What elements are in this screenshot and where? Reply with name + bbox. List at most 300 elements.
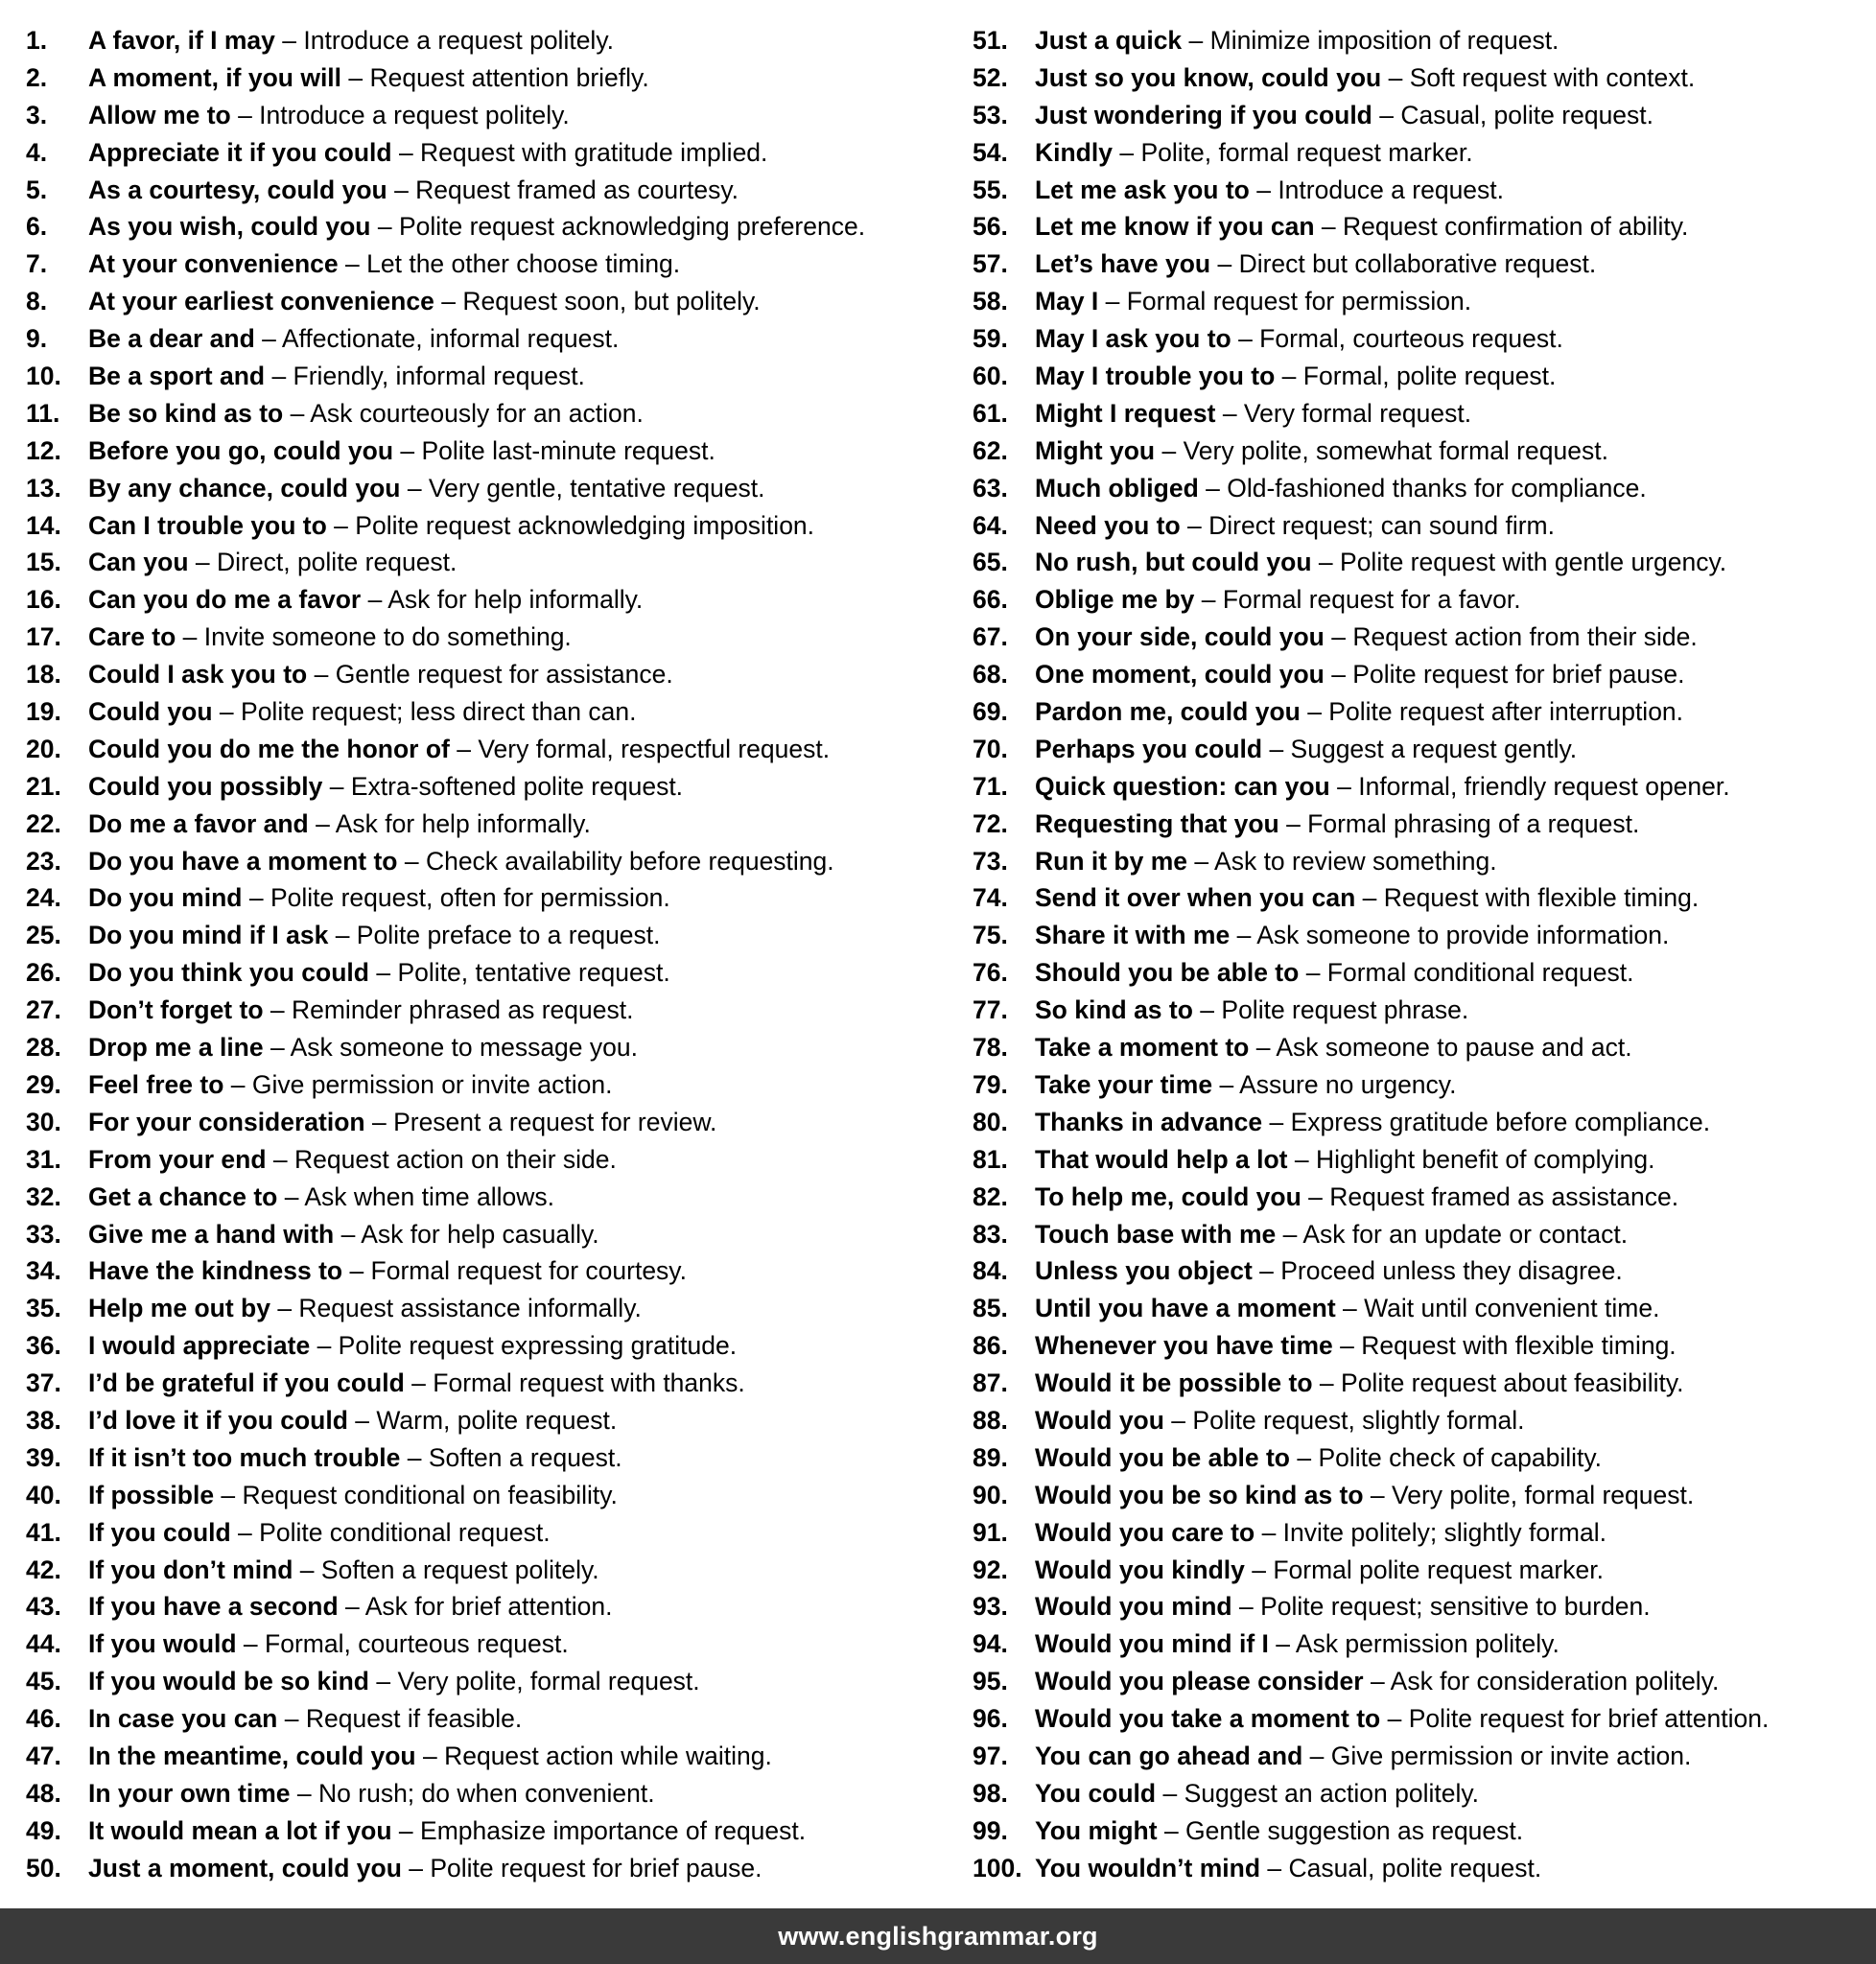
- item-description: Introduce a request politely.: [259, 100, 570, 129]
- item-separator: –: [265, 362, 293, 391]
- item-description: Request if feasible.: [305, 1704, 523, 1734]
- item-separator: –: [434, 287, 463, 316]
- item-phrase: Allow me to: [88, 100, 231, 129]
- item-separator: –: [338, 249, 367, 279]
- list-item: [26, 544, 966, 581]
- item-number: 97.: [973, 1741, 1008, 1770]
- list-item: [973, 843, 1874, 880]
- item-separator: –: [1276, 1219, 1303, 1249]
- item-number: 43.: [26, 1592, 61, 1622]
- item-description: Formal phrasing of a request.: [1307, 808, 1640, 838]
- item-separator: –: [1275, 362, 1303, 391]
- item-separator: –: [1287, 1144, 1316, 1174]
- item-number: 88.: [973, 1405, 1008, 1435]
- item-separator: –: [1363, 1480, 1393, 1509]
- item-number: 82.: [973, 1181, 1008, 1211]
- item-phrase: Take your time: [1035, 1069, 1213, 1099]
- item-description: Polite request; less direct than can.: [241, 697, 637, 727]
- item-description: Formal, polite request.: [1302, 362, 1557, 391]
- item-phrase: Touch base with me: [1035, 1219, 1277, 1249]
- item-description: Polite last-minute request.: [421, 435, 715, 465]
- list-item: [973, 1029, 1874, 1066]
- item-description: Polite request acknowledging imposition.: [355, 510, 815, 540]
- item-number: 51.: [973, 26, 1008, 55]
- list-item: [973, 954, 1874, 992]
- item-description: Polite request for brief attention.: [1408, 1704, 1770, 1734]
- list-item: [973, 544, 1874, 581]
- item-description: Present a request for review.: [393, 1107, 717, 1136]
- item-phrase: Send it over when you can: [1035, 883, 1356, 913]
- item-phrase: Let me know if you can: [1035, 212, 1315, 242]
- item-separator: –: [1255, 1517, 1283, 1547]
- item-separator: –: [230, 100, 260, 129]
- list-item: [26, 283, 966, 320]
- list-item: [26, 433, 966, 470]
- item-separator: –: [1312, 1368, 1342, 1398]
- item-phrase: Be so kind as to: [88, 398, 284, 428]
- item-description: Formal request for a favor.: [1222, 585, 1521, 615]
- footer-bar: [0, 1908, 1876, 1964]
- item-separator: –: [393, 435, 422, 465]
- item-description: Formal, courteous request.: [265, 1629, 569, 1659]
- item-separator: –: [1355, 883, 1384, 913]
- item-phrase: Could I ask you to: [88, 660, 308, 690]
- item-phrase: If you would: [88, 1629, 237, 1659]
- list-item: [973, 395, 1874, 433]
- item-number: 75.: [973, 921, 1008, 950]
- item-number: 14.: [26, 510, 61, 540]
- item-description: Ask for an update or contact.: [1302, 1219, 1629, 1249]
- list-item: [26, 470, 966, 507]
- item-phrase: By any chance, could you: [88, 473, 401, 503]
- list-item: [26, 581, 966, 619]
- list-item: [26, 1029, 966, 1066]
- item-phrase: Might I request: [1035, 398, 1216, 428]
- item-number: 13.: [26, 473, 61, 503]
- item-number: 58.: [973, 287, 1008, 316]
- list-item: [26, 1290, 966, 1327]
- left-column: [26, 22, 966, 1887]
- list-item: [26, 731, 966, 768]
- item-phrase: Could you possibly: [88, 771, 323, 801]
- item-phrase: Would you mind: [1035, 1592, 1232, 1622]
- item-number: 95.: [973, 1667, 1008, 1696]
- item-number: 7.: [26, 249, 48, 279]
- item-description: Ask when time allows.: [304, 1181, 555, 1211]
- item-description: Soften a request.: [428, 1442, 622, 1472]
- item-phrase: Pardon me, could you: [1035, 697, 1301, 727]
- list-item: [973, 507, 1874, 545]
- list-item: [973, 1179, 1874, 1216]
- item-separator: –: [322, 771, 351, 801]
- item-description: Assure no urgency.: [1239, 1069, 1457, 1099]
- item-phrase: Perhaps you could: [1035, 734, 1263, 763]
- list-item: [973, 917, 1874, 954]
- item-number: 26.: [26, 958, 61, 988]
- list-item: [973, 731, 1874, 768]
- list-item: [26, 1850, 966, 1887]
- item-phrase: As a courtesy, could you: [88, 175, 387, 204]
- item-number: 69.: [973, 697, 1008, 727]
- item-description: Casual, polite request.: [1288, 1853, 1542, 1882]
- item-separator: –: [1231, 1592, 1261, 1622]
- item-description: Gentle request for assistance.: [335, 660, 673, 690]
- item-description: Very formal, respectful request.: [478, 734, 831, 763]
- item-number: 74.: [973, 883, 1008, 913]
- item-separator: –: [1230, 921, 1257, 950]
- list-item: [973, 97, 1874, 134]
- item-phrase: Don’t forget to: [88, 995, 264, 1025]
- item-number: 25.: [26, 921, 61, 950]
- item-number: 50.: [26, 1853, 61, 1882]
- item-number: 22.: [26, 808, 61, 838]
- item-phrase: If it isn’t too much trouble: [88, 1442, 401, 1472]
- item-separator: –: [236, 1629, 266, 1659]
- item-number: 91.: [973, 1517, 1008, 1547]
- item-description: Request with gratitude implied.: [420, 137, 768, 167]
- item-phrase: So kind as to: [1035, 995, 1193, 1025]
- item-number: 84.: [973, 1256, 1008, 1286]
- item-number: 15.: [26, 548, 61, 577]
- list-item: [973, 1477, 1874, 1514]
- item-number: 54.: [973, 137, 1008, 167]
- item-description: Very gentle, tentative request.: [428, 473, 765, 503]
- list-item: [973, 1775, 1874, 1812]
- item-number: 42.: [26, 1555, 61, 1584]
- item-description: Polite preface to a request.: [356, 921, 661, 950]
- item-phrase: A favor, if I may: [88, 26, 275, 55]
- item-description: Ask for brief attention.: [364, 1592, 613, 1622]
- item-description: Direct request; can sound firm.: [1208, 510, 1555, 540]
- list-item: [26, 1252, 966, 1290]
- item-description: Very polite, somewhat formal request.: [1183, 435, 1608, 465]
- list-item: [973, 693, 1874, 731]
- list-item: [26, 879, 966, 917]
- item-description: Polite check of capability.: [1318, 1442, 1603, 1472]
- list-item: [973, 992, 1874, 1029]
- item-description: Casual, polite request.: [1400, 100, 1654, 129]
- item-separator: –: [391, 137, 421, 167]
- list-item: [26, 1812, 966, 1850]
- list-item: [973, 433, 1874, 470]
- item-number: 44.: [26, 1629, 61, 1659]
- item-phrase: Appreciate it if you could: [88, 137, 392, 167]
- item-number: 81.: [973, 1144, 1008, 1174]
- item-separator: –: [326, 510, 356, 540]
- item-number: 71.: [973, 771, 1008, 801]
- item-number: 23.: [26, 846, 61, 876]
- item-description: Polite request with gentle urgency.: [1340, 548, 1727, 577]
- item-phrase: Requesting that you: [1035, 808, 1279, 838]
- item-phrase: Thanks in advance: [1035, 1107, 1263, 1136]
- list-item: [973, 358, 1874, 395]
- item-separator: –: [1363, 1667, 1391, 1696]
- item-separator: –: [270, 1294, 299, 1323]
- item-phrase: A moment, if you will: [88, 62, 342, 92]
- item-phrase: Until you have a moment: [1035, 1294, 1336, 1323]
- list-item: [26, 507, 966, 545]
- item-number: 83.: [973, 1219, 1008, 1249]
- item-phrase: If you could: [88, 1517, 231, 1547]
- list-item: [26, 358, 966, 395]
- item-separator: –: [1260, 1853, 1289, 1882]
- item-separator: –: [1381, 62, 1410, 92]
- list-item: [973, 1327, 1874, 1365]
- item-description: Polite request after interruption.: [1328, 697, 1684, 727]
- item-description: Formal request for permission.: [1126, 287, 1472, 316]
- item-description: Request action on their side.: [293, 1144, 617, 1174]
- item-phrase: One moment, could you: [1035, 660, 1325, 690]
- item-number: 10.: [26, 362, 61, 391]
- list-item: [973, 879, 1874, 917]
- item-number: 11.: [26, 398, 60, 428]
- list-item: [26, 954, 966, 992]
- list-item: [26, 1141, 966, 1179]
- item-phrase: Drop me a line: [88, 1033, 264, 1063]
- item-separator: –: [283, 398, 311, 428]
- item-separator: –: [263, 995, 292, 1025]
- item-description: Request confirmation of ability.: [1343, 212, 1689, 242]
- item-separator: –: [1249, 175, 1278, 204]
- item-number: 28.: [26, 1033, 61, 1063]
- item-separator: –: [370, 212, 399, 242]
- list-item: [973, 1812, 1874, 1850]
- item-number: 34.: [26, 1256, 61, 1286]
- list-item: [26, 1477, 966, 1514]
- list-item: [26, 1365, 966, 1402]
- item-phrase: Would you kindly: [1035, 1555, 1245, 1584]
- item-description: Very formal request.: [1243, 398, 1472, 428]
- item-separator: –: [266, 1144, 294, 1174]
- list-item: [26, 656, 966, 693]
- item-separator: –: [1212, 1069, 1240, 1099]
- item-description: Emphasize importance of request.: [420, 1815, 807, 1845]
- item-description: Polite request expressing gratitude.: [338, 1331, 738, 1361]
- item-number: 63.: [973, 473, 1008, 503]
- list-item: [26, 1439, 966, 1477]
- item-phrase: At your convenience: [88, 249, 339, 279]
- item-separator: –: [1180, 510, 1209, 540]
- item-number: 31.: [26, 1144, 61, 1174]
- item-number: 87.: [973, 1368, 1008, 1398]
- list-item: [973, 1514, 1874, 1552]
- item-separator: –: [254, 324, 282, 354]
- item-description: Friendly, informal request.: [293, 362, 585, 391]
- item-phrase: Do you mind: [88, 883, 243, 913]
- item-number: 99.: [973, 1815, 1008, 1845]
- item-separator: –: [400, 473, 429, 503]
- item-separator: –: [223, 1069, 252, 1099]
- item-description: Wait until convenient time.: [1364, 1294, 1660, 1323]
- item-phrase: Just a moment, could you: [88, 1853, 402, 1882]
- item-description: Formal polite request marker.: [1273, 1555, 1604, 1584]
- list-item: [973, 1588, 1874, 1625]
- item-separator: –: [277, 1704, 306, 1734]
- item-phrase: Would you take a moment to: [1035, 1704, 1381, 1734]
- item-separator: –: [293, 1555, 321, 1584]
- list-item: [973, 581, 1874, 619]
- item-description: Give permission or invite action.: [251, 1069, 613, 1099]
- item-number: 76.: [973, 958, 1008, 988]
- item-phrase: For your consideration: [88, 1107, 365, 1136]
- item-number: 32.: [26, 1181, 61, 1211]
- list-item: [973, 656, 1874, 693]
- item-separator: –: [1262, 734, 1291, 763]
- item-phrase: Might you: [1035, 435, 1156, 465]
- item-description: Request conditional on feasibility.: [242, 1480, 618, 1509]
- list-item: [26, 1066, 966, 1104]
- item-phrase: From your end: [88, 1144, 267, 1174]
- item-separator: –: [1187, 846, 1215, 876]
- item-description: Informal, friendly request opener.: [1358, 771, 1730, 801]
- list-item: [26, 246, 966, 283]
- item-description: Affectionate, informal request.: [281, 324, 620, 354]
- item-number: 6.: [26, 212, 48, 242]
- item-phrase: Just so you know, could you: [1035, 62, 1382, 92]
- item-description: Polite request phrase.: [1221, 995, 1469, 1025]
- item-number: 65.: [973, 548, 1008, 577]
- list-item: [26, 1775, 966, 1812]
- item-number: 56.: [973, 212, 1008, 242]
- item-separator: –: [1157, 1815, 1186, 1845]
- item-number: 18.: [26, 660, 61, 690]
- item-phrase: In the meantime, could you: [88, 1741, 416, 1770]
- item-separator: –: [1300, 697, 1329, 727]
- item-number: 61.: [973, 398, 1008, 428]
- item-number: 41.: [26, 1517, 61, 1547]
- item-separator: –: [1194, 585, 1223, 615]
- list-item: [26, 59, 966, 97]
- list-item: [973, 208, 1874, 246]
- item-number: 30.: [26, 1107, 61, 1136]
- item-description: Ask someone to pause and act.: [1276, 1033, 1632, 1063]
- list-item: [26, 1588, 966, 1625]
- list-item: [973, 59, 1874, 97]
- item-description: Invite politely; slightly formal.: [1282, 1517, 1606, 1547]
- list-item: [973, 172, 1874, 209]
- list-item: [26, 1663, 966, 1700]
- list-item: [26, 1179, 966, 1216]
- item-phrase: Feel free to: [88, 1069, 224, 1099]
- item-phrase: In case you can: [88, 1704, 278, 1734]
- list-item: [973, 320, 1874, 358]
- item-phrase: In your own time: [88, 1778, 291, 1808]
- item-phrase: Should you be able to: [1035, 958, 1300, 988]
- item-separator: –: [1332, 1331, 1362, 1361]
- item-separator: –: [176, 622, 204, 652]
- item-description: Ask permission politely.: [1295, 1629, 1559, 1659]
- item-phrase: Be a dear and: [88, 324, 255, 354]
- item-separator: –: [1380, 1704, 1409, 1734]
- list-item: [973, 619, 1874, 656]
- item-separator: –: [1244, 1555, 1274, 1584]
- item-number: 33.: [26, 1219, 61, 1249]
- item-phrase: Would you be so kind as to: [1035, 1480, 1364, 1509]
- website-url[interactable]: www.englishgrammar.org: [778, 1921, 1098, 1951]
- item-number: 47.: [26, 1741, 61, 1770]
- item-number: 78.: [973, 1033, 1008, 1063]
- item-phrase: Can you do me a favor: [88, 585, 362, 615]
- item-phrase: I’d love it if you could: [88, 1405, 348, 1435]
- item-description: Very polite, formal request.: [1392, 1480, 1695, 1509]
- item-phrase: You can go ahead and: [1035, 1741, 1303, 1770]
- list-item: [26, 806, 966, 843]
- list-item: [973, 1066, 1874, 1104]
- item-number: 53.: [973, 100, 1008, 129]
- item-separator: –: [277, 1181, 305, 1211]
- item-description: Polite request acknowledging preference.: [398, 212, 866, 242]
- list-item: [26, 395, 966, 433]
- item-separator: –: [1311, 548, 1341, 577]
- item-description: Request with flexible timing.: [1361, 1331, 1677, 1361]
- item-phrase: Do you have a moment to: [88, 846, 398, 876]
- item-description: Very polite, formal request.: [397, 1667, 700, 1696]
- item-phrase: May I trouble you to: [1035, 362, 1276, 391]
- list-item: [973, 1365, 1874, 1402]
- item-phrase: That would help a lot: [1035, 1144, 1288, 1174]
- item-phrase: Would it be possible to: [1035, 1368, 1313, 1398]
- item-number: 35.: [26, 1294, 61, 1323]
- item-phrase: If you have a second: [88, 1592, 339, 1622]
- item-number: 86.: [973, 1331, 1008, 1361]
- item-description: Request attention briefly.: [369, 62, 649, 92]
- item-phrase: Would you: [1035, 1405, 1164, 1435]
- item-number: 4.: [26, 137, 48, 167]
- item-separator: –: [212, 697, 242, 727]
- item-number: 39.: [26, 1442, 61, 1472]
- item-number: 77.: [973, 995, 1008, 1025]
- list-item: [26, 97, 966, 134]
- item-phrase: Care to: [88, 622, 176, 652]
- item-description: Polite request for brief pause.: [430, 1853, 762, 1882]
- item-separator: –: [1329, 771, 1359, 801]
- item-number: 5.: [26, 175, 48, 204]
- item-phrase: Do you think you could: [88, 958, 369, 988]
- item-phrase: Run it by me: [1035, 846, 1188, 876]
- item-description: Polite, tentative request.: [397, 958, 670, 988]
- item-separator: –: [1314, 212, 1344, 242]
- item-separator: –: [1163, 1405, 1193, 1435]
- item-phrase: Let me ask you to: [1035, 175, 1250, 204]
- item-separator: –: [310, 1331, 339, 1361]
- item-number: 70.: [973, 734, 1008, 763]
- item-phrase: To help me, could you: [1035, 1181, 1301, 1211]
- item-separator: –: [1278, 808, 1308, 838]
- item-phrase: Kindly: [1035, 137, 1113, 167]
- item-separator: –: [242, 883, 270, 913]
- item-description: Old-fashioned thanks for compliance.: [1227, 473, 1647, 503]
- list-item: [26, 320, 966, 358]
- item-description: Request action while waiting.: [444, 1741, 772, 1770]
- item-separator: –: [1249, 1033, 1277, 1063]
- item-separator: –: [230, 1517, 260, 1547]
- item-description: Ask someone to provide information.: [1256, 921, 1670, 950]
- item-description: Let the other choose timing.: [366, 249, 681, 279]
- item-number: 49.: [26, 1815, 61, 1845]
- item-separator: –: [328, 921, 357, 950]
- list-item: [973, 1850, 1874, 1887]
- item-separator: –: [1289, 1442, 1319, 1472]
- item-separator: –: [1372, 100, 1401, 129]
- item-phrase: On your side, could you: [1035, 622, 1325, 652]
- item-separator: –: [308, 808, 336, 838]
- list-item: [973, 246, 1874, 283]
- item-phrase: Before you go, could you: [88, 435, 394, 465]
- item-description: Invite someone to do something.: [203, 622, 572, 652]
- item-number: 21.: [26, 771, 61, 801]
- item-description: Proceed unless they disagree.: [1280, 1256, 1623, 1286]
- item-description: Soft request with context.: [1409, 62, 1696, 92]
